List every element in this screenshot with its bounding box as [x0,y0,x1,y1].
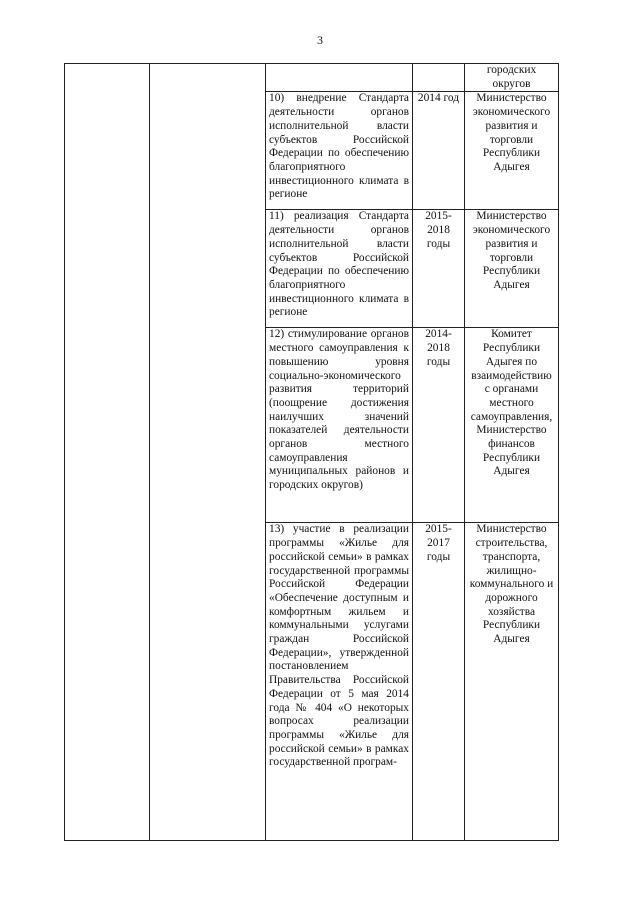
measure-years: 2015-2017 годы [413,523,465,841]
measure-years: 2015-2018 годы [413,210,465,328]
measure-years: 2014 год [413,92,465,210]
merged-cell-col1 [65,64,150,841]
measures-table [64,63,559,841]
measure-executor: Министерство экономического развития и торговли Республики Адыгея [465,92,559,210]
merged-cell-col2 [150,64,266,841]
measure-description: 10) внедрение Стандарта деятельности органов исполнительной власти субъектов Российской Федерации по обеспечению благоприятного инвестиционного климата в регионе [266,92,413,210]
table-row [65,64,559,92]
measure-executor: Министерство экономического развития и торговли Республики Адыгея [465,210,559,328]
measure-description [266,64,413,92]
measure-description: 13) участие в реализации программы «Жилье для российской семьи» в рамках государственной программы Российской Федерации «Обеспечение доступным и комфортным жильем и коммунальными услугами граждан Российской Федерации», утвержденной постановлением Правительства Российской Федерации от 5 мая 2014 года № 404 «О некоторых вопросах реализации программы «Жилье для российской семьи» в рамках государственной програм- [266,523,413,841]
measure-years [413,64,465,92]
measure-description: 12) стимулирование органов местного самоуправления к повышению уровня социально-экономического развития территорий (поощрение достижения наилучших значений показателей деятельности органов местного самоуправления муниципальных районов и городских округов) [266,328,413,523]
measure-executor: городских округов [465,64,559,92]
measure-executor: Министерство строительства, транспорта, жилищно-коммунального и дорожного хозяйства Республики Адыгея [465,523,559,841]
measure-years: 2014-2018 годы [413,328,465,523]
measure-executor: Комитет Республики Адыгея по взаимодействию с органами местного самоуправления, Министерство финансов Республики Адыгея [465,328,559,523]
measure-description: 11) реализация Стандарта деятельности органов исполнительной власти субъектов Российской Федерации по обеспечению благоприятного инвестиционного климата в регионе [266,210,413,328]
page-number: 3 [317,33,323,47]
